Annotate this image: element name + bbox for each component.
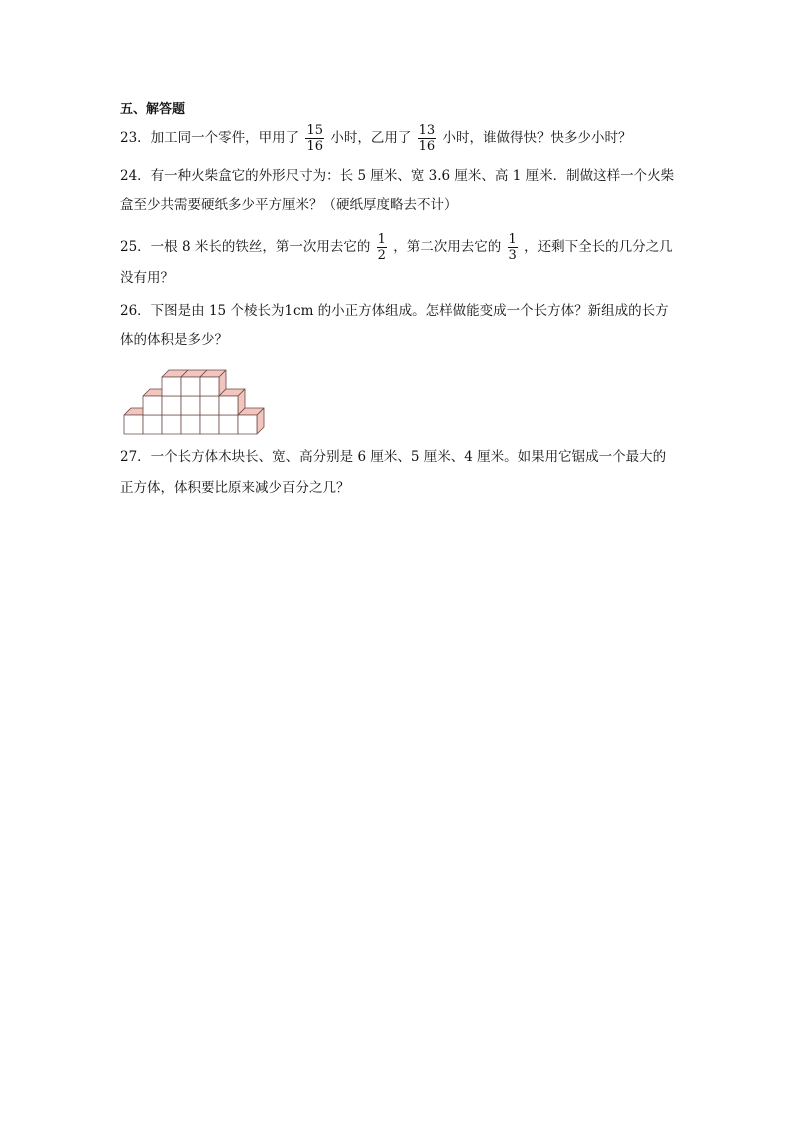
cube-front-face — [219, 415, 238, 434]
fraction-denominator: 16 — [306, 139, 324, 154]
cube-front-face — [200, 377, 219, 396]
fraction-numerator: 1 — [508, 232, 517, 247]
q23-suffix: 小时，谁做得快？快多少小时？ — [442, 130, 632, 146]
section-title: 五、解答题 — [120, 102, 186, 117]
cube-front-face — [162, 377, 181, 396]
fraction-numerator: 13 — [418, 123, 436, 138]
fraction-1-3 — [508, 233, 518, 262]
question-27-line-2: 正方体，体积要比原来减少百分之几？ — [120, 480, 350, 496]
question-26-line-2: 体的体积是多少？ — [120, 332, 228, 348]
question-23 — [120, 124, 631, 153]
question-27-line-1: 27．一个长方体木块长、宽、高分别是 6 厘米、5 厘米、4 厘米。如果用它锯成一个最大的 — [120, 449, 667, 465]
cube-front-face — [200, 415, 219, 434]
fraction-numerator: 15 — [306, 123, 324, 138]
question-24-line-1: 24．有一种火柴盒它的外形尺寸为：长 5 厘米、宽 3.6 厘米、高 1 厘米．制做这样一个火柴 — [120, 168, 675, 184]
fraction-1-2 — [377, 233, 387, 262]
fraction-denominator: 16 — [418, 139, 436, 154]
q25-mid: ，第二次用去它的 — [393, 239, 502, 255]
cube-front-face — [181, 377, 200, 396]
cube-front-face — [200, 396, 219, 415]
cube-front-face — [143, 415, 162, 434]
q25-prefix: 25．一根 8 米长的铁丝，第一次用去它的 — [120, 239, 371, 255]
q23-mid: 小时，乙用了 — [330, 130, 412, 146]
cube-front-face — [238, 415, 257, 434]
fraction-13-16 — [418, 124, 437, 153]
question-24-line-2: 盒至少共需要硬纸多少平方厘米？（硬纸厚度略去不计） — [120, 197, 458, 213]
fraction-denominator: 3 — [508, 248, 517, 263]
cube-front-face — [143, 396, 162, 415]
cube-front-face — [219, 396, 238, 415]
fraction-denominator: 2 — [377, 248, 386, 263]
q25-suffix: ，还剩下全长的几分之几 — [524, 239, 673, 255]
cube-front-face — [162, 415, 181, 434]
fraction-numerator: 1 — [377, 232, 386, 247]
cube-front-face — [124, 415, 143, 434]
fraction-15-16 — [305, 124, 324, 153]
question-26-line-1: 26．下图是由 15 个棱长为1cm 的小正方体组成。怎样做能变成一个长方体？新组成的长方 — [120, 303, 669, 319]
cube-front-face — [181, 396, 200, 415]
cube-front-face — [162, 396, 181, 415]
question-25-line-2: 没有用？ — [120, 270, 174, 286]
cube-stack-figure — [120, 360, 270, 438]
q23-prefix: 23．加工同一个零件，甲用了 — [120, 130, 300, 146]
question-25-line-1 — [120, 233, 673, 262]
cube-front-face — [181, 415, 200, 434]
